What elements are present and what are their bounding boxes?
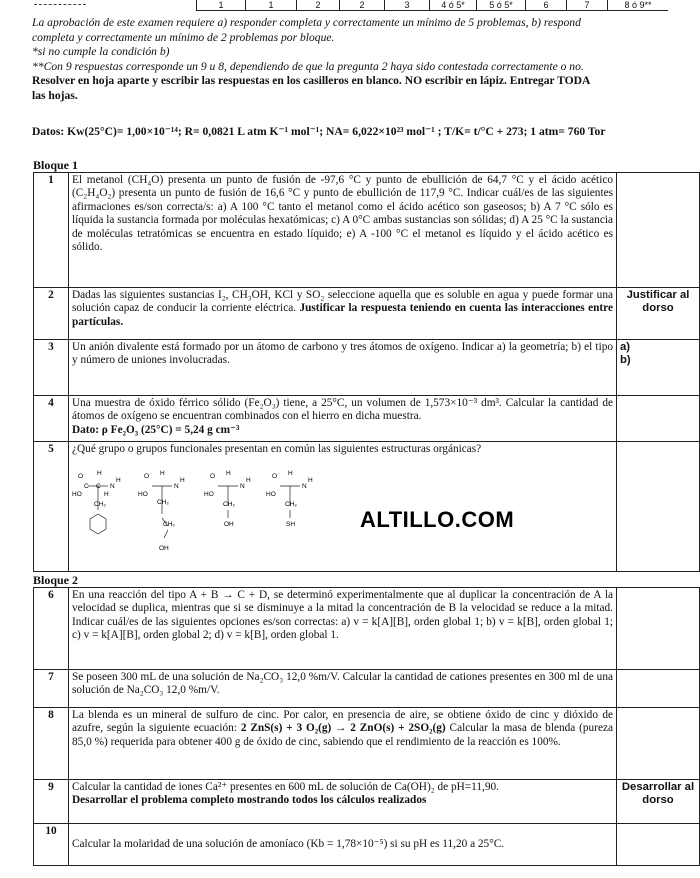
answer-b-label: b) bbox=[620, 354, 631, 367]
question-row bbox=[34, 670, 700, 708]
atom-label: H bbox=[180, 477, 185, 484]
score-cell: 3 bbox=[384, 0, 429, 10]
answer-a-label: a) bbox=[620, 341, 631, 353]
question-text-cont: Calcular la masa de blenda (pureza 85,0 %) requerida para obtener 400 g de óxido de cinc, sabiendo que el rendimiento de la reacción es 100%. bbox=[72, 722, 613, 748]
answer-box[interactable] bbox=[617, 340, 700, 396]
atom-label: H bbox=[226, 470, 231, 477]
atom-label: HO bbox=[266, 491, 276, 498]
question-row bbox=[34, 173, 700, 288]
question-text-bold: Dato: ρ Fe₂O₃ (25°C) = 5,24 g cm⁻³ bbox=[72, 423, 240, 436]
atom-label: CH₂ bbox=[223, 501, 235, 508]
instruction-line: las hojas. bbox=[32, 88, 78, 102]
organic-structures bbox=[70, 466, 330, 556]
answer-box[interactable]: Desarrollar al dorso bbox=[617, 780, 700, 824]
question-row bbox=[34, 588, 700, 670]
atom-label: O bbox=[272, 473, 278, 480]
question-row bbox=[34, 340, 700, 396]
question-number: 6 bbox=[34, 588, 69, 670]
bloque2-table bbox=[33, 587, 700, 866]
question-text bbox=[69, 780, 617, 824]
question-row bbox=[34, 708, 700, 780]
question-number: 8 bbox=[34, 708, 69, 780]
question-text: Calcular la molaridad de una solución de amoníaco (Kb = 1,78×10⁻⁵) si su pH es 11,20 a 25°C. bbox=[69, 824, 617, 866]
score-cell: 1 bbox=[245, 0, 296, 10]
question-text-main: Dadas las siguientes sustancias I₂, CH₃OH, KCl y SO₂ seleccione aquella que es soluble en agua y puede formar una solución capaz de conducir la corriente eléctrica. bbox=[72, 289, 613, 315]
answer-box[interactable] bbox=[617, 588, 700, 670]
question-number: 10 bbox=[34, 824, 69, 866]
atom-label: N bbox=[110, 483, 115, 490]
question-row bbox=[34, 780, 700, 824]
top-strip bbox=[0, 0, 700, 12]
atom-label: SH bbox=[286, 521, 296, 528]
question-text bbox=[69, 396, 617, 442]
atom-label: OH bbox=[224, 521, 234, 528]
question-row bbox=[34, 824, 700, 866]
atom-label: H bbox=[246, 477, 251, 484]
question-text-main: La blenda es un mineral de sulfuro de cinc. Por calor, en presencia de aire, se obtiene óxido de cinc y dióxido de azufre, según la siguiente ecuación: bbox=[72, 709, 613, 735]
atom-label: HO bbox=[72, 491, 82, 498]
atom-label: N bbox=[174, 483, 179, 490]
question-text bbox=[69, 288, 617, 340]
header-dash-line bbox=[34, 4, 86, 5]
question-row bbox=[34, 288, 700, 340]
score-cell: 1 bbox=[196, 0, 245, 10]
instruction-line: La aprobación de este examen requiere a) responder completa y correctamente un mínimo de 5 problemas, b) respond bbox=[32, 16, 581, 29]
question-number: 3 bbox=[34, 340, 69, 396]
question-text: ¿Qué grupo o grupos funcionales presentan en común las siguientes estructuras orgánicas? bbox=[69, 442, 617, 572]
datos-line: Datos: Kw(25°C)= 1,00×10⁻¹⁴; R= 0,0821 L atm K⁻¹ mol⁻¹; NA= 6,022×10²³ mol⁻¹ ; T/K= t/°C + 273; 1 atm= 760 Tor bbox=[32, 125, 606, 138]
question-number: 4 bbox=[34, 396, 69, 442]
instruction-line: Resolver en hoja aparte y escribir las respuestas en los casilleros en blanco. NO escribir en lápiz. Entregar TODA bbox=[32, 74, 591, 87]
atom-label: CH₂ bbox=[94, 501, 106, 508]
atom-label: N bbox=[240, 483, 245, 490]
atom-label: H bbox=[288, 470, 293, 477]
question-text-main: Una muestra de óxido férrico sólido (Fe₂O₃) tiene, a 25°C, un volumen de 1,573×10⁻³ dm³. Calcular la cantidad de átomos de oxígeno se encuentran combinados con el hierro en dicha muestra. bbox=[72, 397, 613, 423]
atom-label: O bbox=[144, 473, 150, 480]
answer-box[interactable] bbox=[617, 670, 700, 708]
atom-label: CH₂ bbox=[163, 521, 175, 528]
score-cell: 2 bbox=[296, 0, 339, 10]
question-number: 5 bbox=[34, 442, 69, 572]
question-text bbox=[69, 708, 617, 780]
atom-label: HO bbox=[204, 491, 214, 498]
question-text-main: Calcular la cantidad de iones Ca²⁺ presentes en 600 mL de solución de Ca(OH)₂ de pH=11,90. bbox=[72, 781, 499, 793]
instruction-line: **Con 9 respuestas corresponde un 9 u 8, dependiendo de que la pregunta 2 haya sido contestada correctamente o no. bbox=[32, 59, 584, 73]
score-cell: 5 ó 5* bbox=[476, 0, 525, 10]
question-number: 9 bbox=[34, 780, 69, 824]
atom-label: C bbox=[96, 483, 101, 490]
score-cell: 2 bbox=[339, 0, 384, 10]
score-cell: 6 bbox=[525, 0, 566, 10]
answer-box[interactable] bbox=[617, 708, 700, 780]
answer-box[interactable] bbox=[617, 824, 700, 866]
atom-label: H bbox=[116, 477, 121, 484]
question-text-bold: Desarrollar el problema completo mostrando todos los cálculos realizados bbox=[72, 794, 427, 807]
question-text: Se poseen 300 mL de una solución de Na₂CO₃ 12,0 %m/V. Calcular la cantidad de cationes presentes en 300 ml de una solución de Na₂CO₃ 12,0 %m/V. bbox=[69, 670, 617, 708]
atom-label: CH₂ bbox=[285, 501, 297, 508]
score-cell: 7 bbox=[566, 0, 607, 10]
reaction-equation: 2 ZnS(s) + 3 O₂(g) → 2 ZnO(s) + 2SO₂(g) bbox=[240, 722, 446, 735]
instruction-line: *si no cumple la condición b) bbox=[32, 45, 170, 58]
atom-label: H bbox=[160, 470, 165, 477]
atom-label: H bbox=[104, 491, 109, 498]
question-text: Un anión divalente está formado por un átomo de carbono y tres átomos de oxígeno. Indicar a) la geometría; b) el tipo y número de uniones involucradas. bbox=[69, 340, 617, 396]
bloque2-title: Bloque 2 bbox=[33, 573, 79, 587]
atom-label: CH₂ bbox=[157, 499, 169, 506]
atom-label: O bbox=[210, 473, 216, 480]
answer-box[interactable] bbox=[617, 173, 700, 288]
question-text-bold: Justificar la respuesta teniendo en cuenta las interacciones entre partículas. bbox=[72, 302, 613, 328]
atom-label: HO bbox=[138, 491, 148, 498]
answer-box[interactable] bbox=[617, 396, 700, 442]
score-cell: 8 ó 9** bbox=[607, 0, 668, 10]
atom-label: OH bbox=[159, 545, 169, 552]
answer-box[interactable] bbox=[617, 442, 700, 572]
question-number: 2 bbox=[34, 288, 69, 340]
score-grid bbox=[196, 0, 668, 11]
question-text: En una reacción del tipo A + B → C + D, se determinó experimentalmente que al duplicar la concentración de A la velocidad se duplica, mientras que si se disminuye a la mitad la concentración de B la velocidad se reduce a la mitad. Indicar cuál/es de las siguientes opciones es/son correctas: a) v = k[A][B], orden global 1; b) v = k[B], orden global 1; c) v = k[A][B], orden global 2; d) v = k[B], orden global 1. bbox=[69, 588, 617, 670]
atom-label: N bbox=[302, 483, 307, 490]
atom-label: H bbox=[97, 470, 102, 477]
bloque1-title: Bloque 1 bbox=[33, 158, 79, 172]
atom-label: C bbox=[84, 483, 89, 490]
instructions bbox=[32, 16, 700, 103]
question-number: 1 bbox=[34, 173, 69, 288]
atom-label: O bbox=[78, 473, 84, 480]
question-row bbox=[34, 396, 700, 442]
question-number: 7 bbox=[34, 670, 69, 708]
atom-label: H bbox=[308, 477, 313, 484]
score-cell: 4 ó 5* bbox=[429, 0, 476, 10]
watermark-altillo: ALTILLO.COM bbox=[360, 507, 515, 532]
question-text: El metanol (CH₄O) presenta un punto de fusión de -97,6 °C y punto de ebullición de 64,7 °C y el ácido acético (C₂H₄O₂) presenta un punto de fusión de 16,6 °C y punto de ebullición de 117,9 °C. Indicar cuál/es de las siguientes afirmaciones es/son correcta/s: a) A 100 °C tanto el metanol como el ácido acético son gaseosos; b) A 7 °C sólo es líquida la sustancia formada por moléculas hexatómicas; c) A 0°C ambas sustancias son sólidas; d) A 25 °C la sustancia de moléculas tetratómicas se encuentra en estado líquido; e) A -100 °C el metanol es líquido y el ácido acético es sólido. bbox=[69, 173, 617, 288]
structure-2 bbox=[152, 486, 172, 538]
instruction-line: completa y correctamente un mínimo de 2 problemas por bloque. bbox=[32, 30, 335, 44]
answer-box[interactable]: Justificar al dorso bbox=[617, 288, 700, 340]
